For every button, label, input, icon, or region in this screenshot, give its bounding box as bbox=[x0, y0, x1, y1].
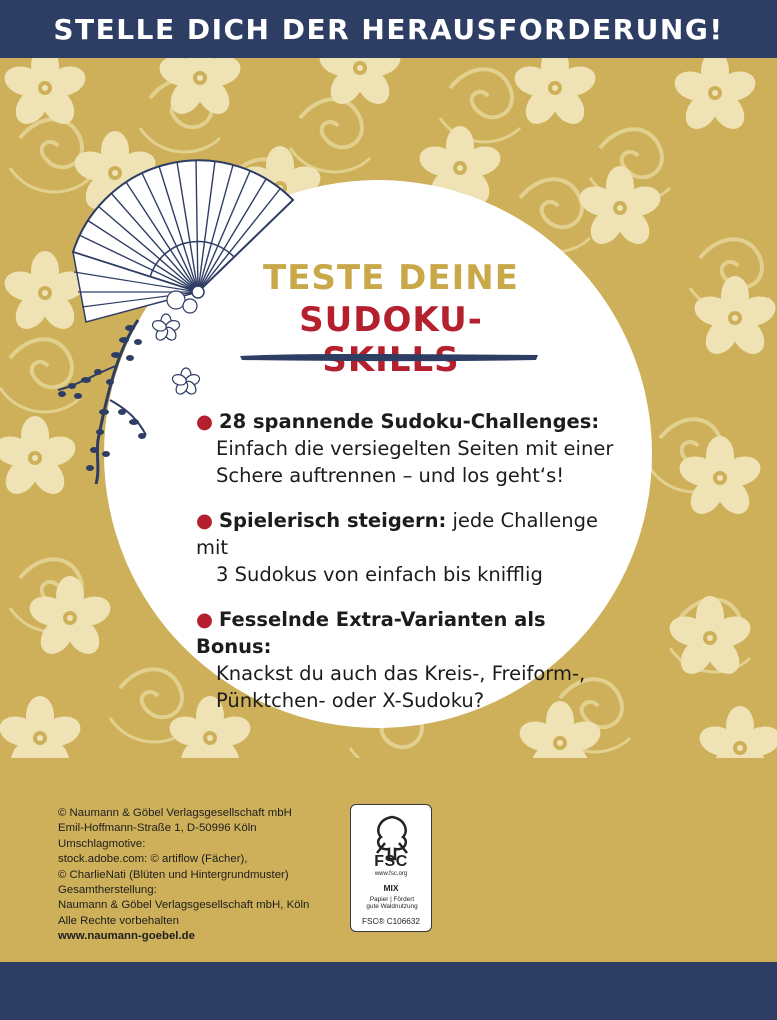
imprint-line: © CharlieNati (Blüten und Hintergrundmuster) bbox=[58, 868, 289, 881]
bullet-dot-icon: ● bbox=[196, 608, 214, 631]
feature-list bbox=[196, 408, 616, 732]
fsc-label bbox=[350, 804, 432, 932]
bullet-dot-icon: ● bbox=[196, 509, 214, 532]
bullet-inline-text: jede Challenge mit bbox=[196, 509, 598, 559]
bullet-text-line: Pünktchen- oder X-Sudoku? bbox=[216, 689, 485, 712]
fsc-paper-text bbox=[353, 896, 431, 911]
fsc-mix: MIX bbox=[383, 883, 399, 893]
top-banner bbox=[0, 0, 777, 58]
bullet-title: 28 spannende Sudoku-Challenges: bbox=[219, 410, 600, 433]
bullet-text-line: Schere auftrennen – und los geht‘s! bbox=[216, 464, 565, 487]
bullet-text-line: Knackst du auch das Kreis-, Freiform-, bbox=[216, 662, 586, 685]
bullet-title: Fesselnde Extra-Varianten als Bonus: bbox=[196, 608, 546, 658]
headline-line-1: TESTE DEINE bbox=[263, 258, 519, 298]
fsc-license-code: FSC® C106632 bbox=[362, 917, 420, 926]
bullet-title: Spielerisch steigern: bbox=[219, 509, 447, 532]
blossom-branch-icon bbox=[58, 314, 201, 484]
imprint-line: Alle Rechte vorbehalten bbox=[58, 914, 179, 927]
bullet-text-line: Einfach die versiegelten Seiten mit einer bbox=[216, 437, 614, 460]
brush-stroke-divider bbox=[238, 350, 540, 364]
fsc-url: www.fsc.org bbox=[374, 871, 408, 877]
fsc-paper-line: gute Waldnutzung bbox=[366, 903, 418, 911]
imprint-line: Emil-Hoffmann-Straße 1, D-50996 Köln bbox=[58, 822, 257, 835]
list-item bbox=[196, 606, 616, 714]
fsc-paper-line: Papier | Fördert bbox=[369, 896, 415, 903]
imprint-line: Gesamtherstellung: bbox=[58, 884, 157, 897]
banner-title: STELLE DICH DER HERAUSFORDERUNG! bbox=[53, 12, 724, 46]
list-item bbox=[196, 408, 616, 489]
imprint-block bbox=[58, 806, 348, 945]
imprint-line: stock.adobe.com: © artiflow (Fächer), bbox=[58, 853, 248, 866]
bullet-text-line: 3 Sudokus von einfach bis knifflig bbox=[216, 563, 543, 586]
headline-line-2: SUDOKU- bbox=[299, 300, 483, 340]
list-item bbox=[196, 507, 616, 588]
imprint-line: Umschlagmotive: bbox=[58, 837, 146, 850]
bullet-dot-icon: ● bbox=[196, 410, 214, 433]
imprint-line: © Naumann & Göbel Verlagsgesellschaft mbH bbox=[58, 807, 292, 819]
bottom-banner bbox=[0, 962, 777, 1020]
publisher-website-link[interactable]: www.naumann-goebel.de bbox=[58, 930, 195, 943]
fsc-brand: FSC bbox=[374, 853, 408, 870]
imprint-line: Naumann & Göbel Verlagsgesellschaft mbH, Köln bbox=[58, 899, 310, 912]
